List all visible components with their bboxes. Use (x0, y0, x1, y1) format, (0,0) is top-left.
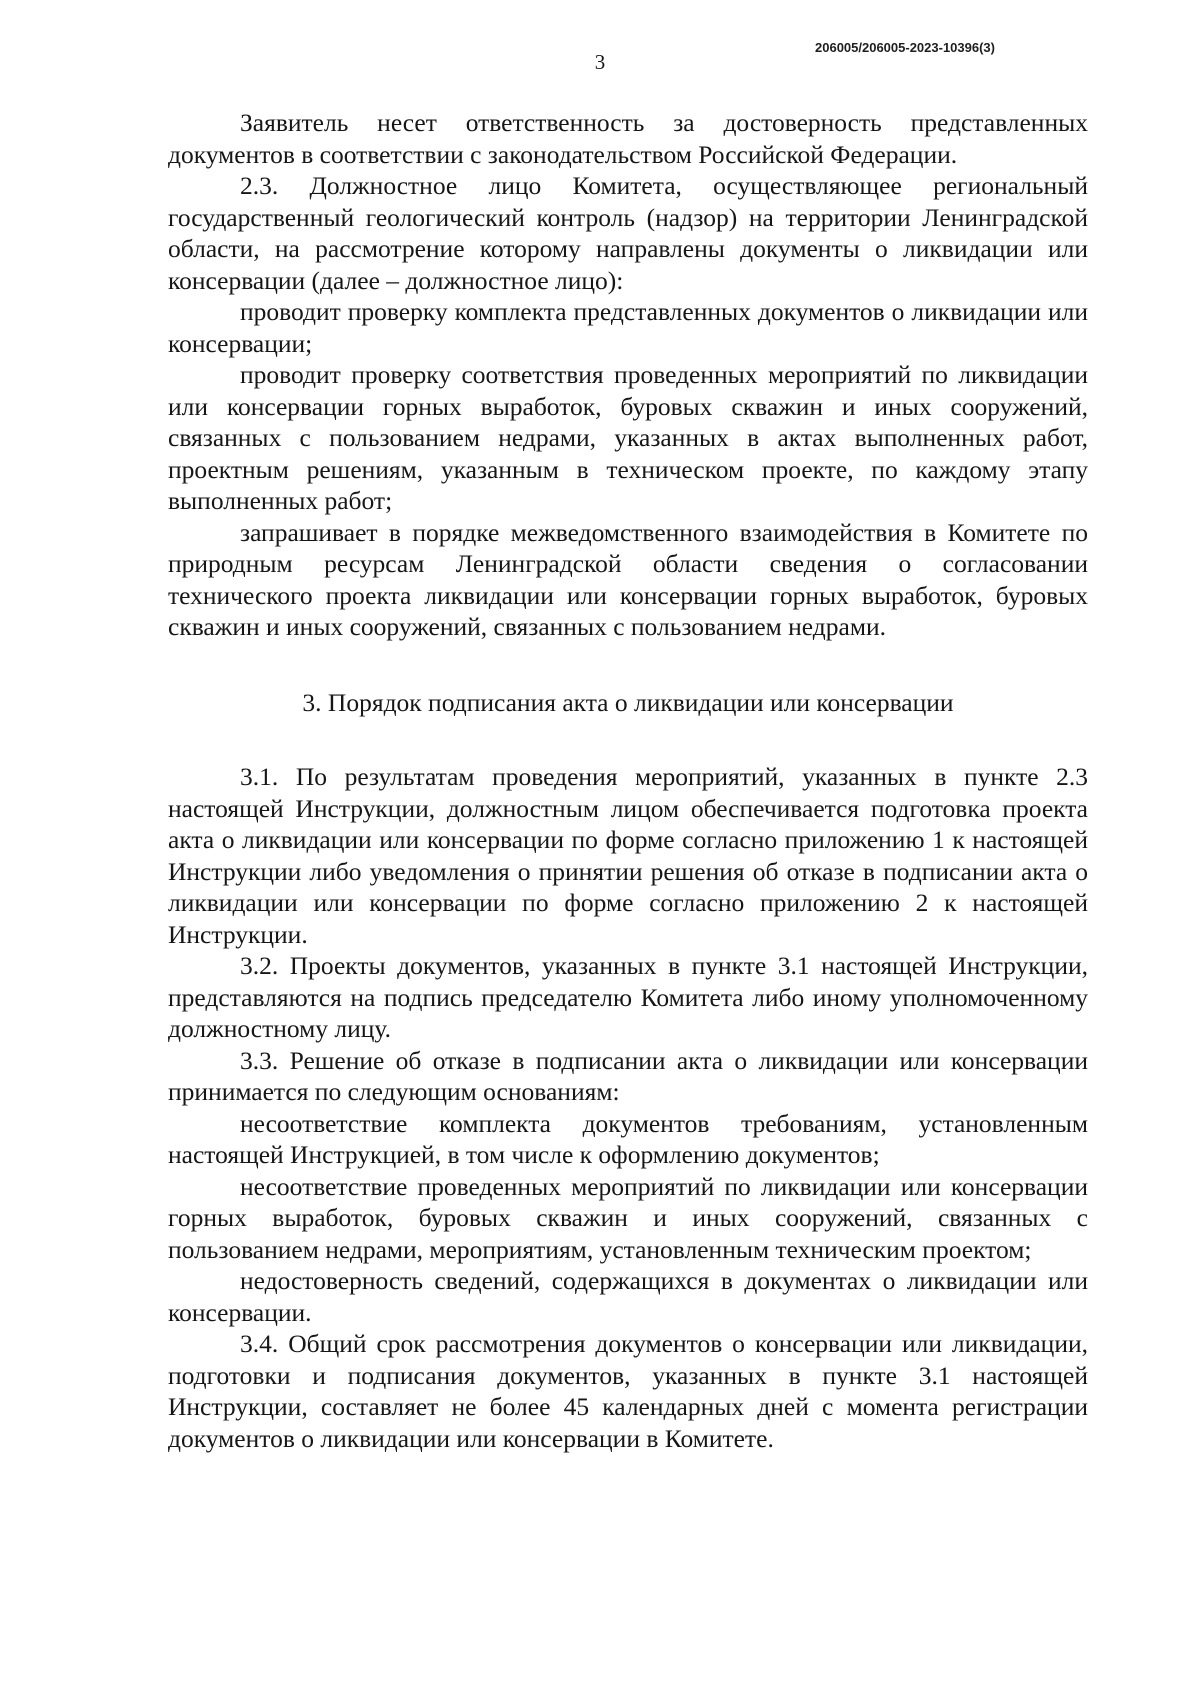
page-number: 3 (594, 50, 606, 74)
paragraph-responsibility: Заявитель несет ответственность за достоверность представленных документов в соответствии с законодательством Российской Федерации. (168, 108, 1088, 169)
paragraph-check-documents: проводит проверку комплекта представленных документов о ликвидации или консервации; (168, 297, 1088, 358)
paragraph-2-3: 2.3. Должностное лицо Комитета, осуществляющее региональный государственный геологический контроль (надзор) на территории Ленинградской области, на рассмотрение которому направлены документы о ликвидации или консервации (далее – должностное лицо): (168, 171, 1088, 295)
paragraph-ground-mismatch: несоответствие проведенных мероприятий по ликвидации или консервации горных выработок, буровых скважин и иных сооружений, связанных с пользованием недрами, мероприятиям, установленным техническим проектом; (168, 1171, 1088, 1264)
document-number: 206005/206005-2023-10396(3) (815, 40, 995, 55)
paragraph-ground-unreliable: недостоверность сведений, содержащихся в документах о ликвидации или консервации. (168, 1266, 1088, 1327)
paragraph-ground-incomplete: несоответствие комплекта документов требованиям, установленным настоящей Инструкцией, в том числе к оформлению документов; (168, 1108, 1088, 1169)
paragraph-3-3: 3.3. Решение об отказе в подписании акта о ликвидации или консервации принимается по следующим основаниям: (168, 1045, 1088, 1106)
section-title: 3. Порядок подписания акта о ликвидации или консервации (302, 687, 954, 717)
paragraph-3-1: 3.1. По результатам проведения мероприятий, указанных в пункте 2.3 настоящей Инструкции, должностным лицом обеспечивается подготовка проекта акта о ликвидации или консервации по форме согласно приложению 1 к настоящей Инструкции либо уведомления о принятии решения об отказе в подписании акта о ликвидации или консервации по форме согласно приложению 2 к настоящей Инструкции. (168, 762, 1088, 949)
paragraph-3-4: 3.4. Общий срок рассмотрения документов о консервации или ликвидации, подготовки и подписания документов, указанных в пункте 3.1 настоящей Инструкции, составляет не более 45 календарных дней с момента регистрации документов о ликвидации или консервации в Комитете. (168, 1329, 1088, 1453)
paragraph-check-measures: проводит проверку соответствия проведенных мероприятий по ликвидации или консервации горных выработок, буровых скважин и иных сооружений, связанных с пользованием недрами, указанных в актах выполненных работ, проектным решениям, указанным в техническом проекте, по каждому этапу выполненных работ; (168, 360, 1088, 515)
document-body (168, 107, 1088, 1454)
paragraph-3-2: 3.2. Проекты документов, указанных в пункте 3.1 настоящей Инструкции, представляются на подпись председателю Комитета либо иному уполномоченному должностному лицу. (168, 951, 1088, 1043)
paragraph-request-info: запрашивает в порядке межведомственного взаимодействия в Комитете по природным ресурсам Ленинградской области сведения о согласовании технического проекта ликвидации или консервации горных выработок, буровых скважин и иных сооружений, связанных с пользованием недрами. (168, 517, 1088, 641)
